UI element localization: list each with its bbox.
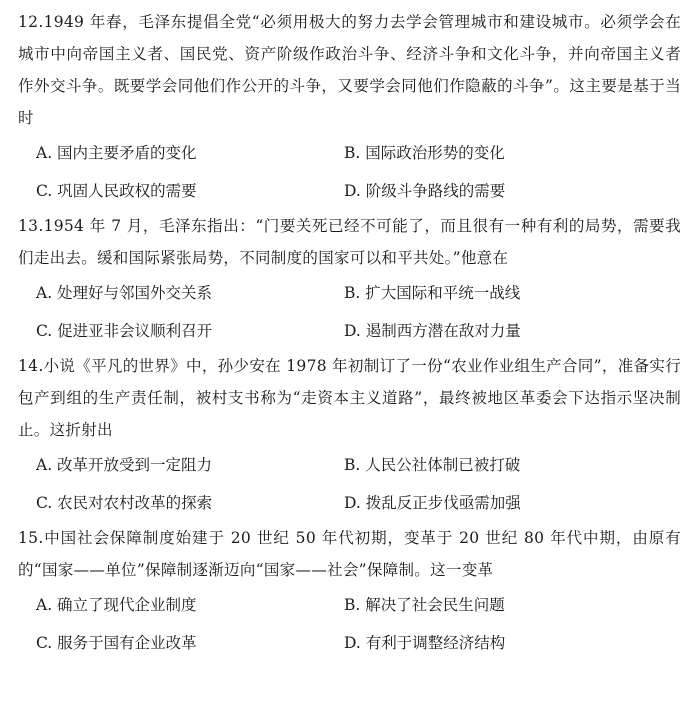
- option-b[interactable]: B. 国际政治形势的变化: [344, 144, 505, 162]
- question-14: [18, 350, 681, 522]
- question-number: 15.: [18, 529, 44, 547]
- option-c[interactable]: C. 服务于国有企业改革: [36, 634, 197, 652]
- question-15: [18, 522, 681, 662]
- option-list: [36, 586, 681, 662]
- question-number: 14.: [18, 357, 44, 375]
- question-12: [18, 6, 681, 210]
- question-13: [18, 210, 681, 350]
- option-b[interactable]: B. 扩大国际和平统一战线: [344, 284, 521, 302]
- option-list: [36, 446, 681, 522]
- question-stem: [18, 6, 681, 134]
- option-b[interactable]: B. 人民公社体制已被打破: [344, 456, 521, 474]
- option-a[interactable]: A. 处理好与邻国外交关系: [36, 284, 213, 302]
- option-list: [36, 274, 681, 350]
- question-number: 13.: [18, 217, 44, 235]
- option-d[interactable]: D. 拨乱反正步伐亟需加强: [344, 494, 521, 512]
- option-a[interactable]: A. 确立了现代企业制度: [36, 596, 197, 614]
- question-text: 1949 年春，毛泽东提倡全党“必须用极大的努力去学会管理城市和建设城市。必须学会在城市中向帝国主义者、国民党、资产阶级作政治斗争、经济斗争和文化斗争，并向帝国主义者作外交斗争。既要学会同他们作公开的斗争，又要学会同他们作隐蔽的斗争”。这主要是基于当时: [18, 13, 681, 127]
- option-c[interactable]: C. 巩固人民政权的需要: [36, 182, 197, 200]
- option-d[interactable]: D. 遏制西方潜在敌对力量: [344, 322, 521, 340]
- question-stem: [18, 350, 681, 446]
- question-stem: [18, 210, 681, 274]
- option-b[interactable]: B. 解决了社会民生问题: [344, 596, 505, 614]
- question-text: 小说《平凡的世界》中，孙少安在 1978 年初制订了一份“农业作业组生产合同”，准备实行包产到组的生产责任制，被村支书称为“走资本主义道路”，最终被地区革委会下达指示坚决制止。这折射出: [18, 357, 681, 439]
- option-c[interactable]: C. 农民对农村改革的探索: [36, 494, 213, 512]
- option-d[interactable]: D. 阶级斗争路线的需要: [344, 182, 506, 200]
- option-d[interactable]: D. 有利于调整经济结构: [344, 634, 506, 652]
- option-c[interactable]: C. 促进亚非会议顺利召开: [36, 322, 213, 340]
- question-stem: [18, 522, 681, 586]
- question-text: 1954 年 7 月，毛泽东指出：“门要关死已经不可能了，而且很有一种有利的局势，需要我们走出去。缓和国际紧张局势，不同制度的国家可以和平共处。”他意在: [18, 217, 681, 267]
- question-number: 12.: [18, 13, 44, 31]
- option-a[interactable]: A. 改革开放受到一定阻力: [36, 456, 213, 474]
- question-text: 中国社会保障制度始建于 20 世纪 50 年代初期，变革于 20 世纪 80 年代中期，由原有的“国家——单位”保障制逐渐迈向“国家——社会”保障制。这一变革: [18, 529, 681, 579]
- option-list: [36, 134, 681, 210]
- option-a[interactable]: A. 国内主要矛盾的变化: [36, 144, 197, 162]
